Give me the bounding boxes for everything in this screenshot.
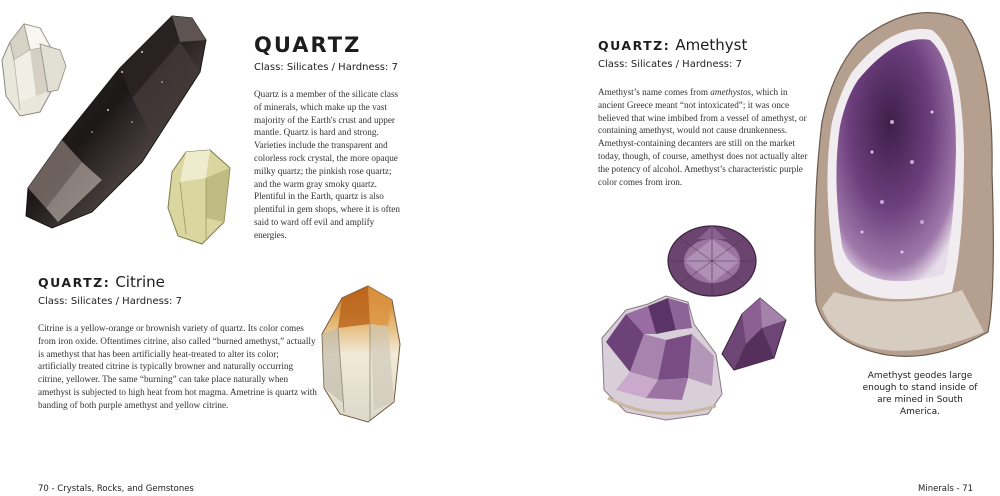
quartz-class-line: Class: Silicates / Hardness: 7 xyxy=(254,62,398,73)
left-page-footer: 70 - Crystals, Rocks, and Gemstones xyxy=(38,484,194,494)
citrine-title-name: Citrine xyxy=(115,273,165,291)
citrine-body: Citrine is a yellow-orange or brownish variety of quartz. Its color comes from iron oxide. Oftentimes citrine, also called “burned amethyst,” actually is amethyst that has been artificially heat-treated to alter its color; artificially treated citrine is typically browner and naturally occurring citrine, yellower. The same “burning” can take place naturally when amethyst is subjected to high heat from hot magma. Ametrine is quartz with banding of both purple amethyst and yellow citrine. xyxy=(38,323,317,410)
geode-caption: Amethyst geodes large enough to stand inside of are mined in South America. xyxy=(862,371,978,417)
amethyst-body: Amethyst’s name comes from amethystos, which in ancient Greece meant “not intoxicated”; it was once believed that wine imbibed from a vessel of amethyst, or containing amethyst, would not cause drunkenness. Amethyst-containing decanters are still on the market today, though, of course, amethyst does not actually alter the potency of alcohol. Amethyst’s characteristic purple color comes from iron. xyxy=(598,87,808,187)
quartz-body: Quartz is a member of the silicate class of minerals, which make up the vast majority of the Earth's crust and upper mantle. Quartz is hard and strong. Varieties include the transparent and colorless rock crystal, the more opaque milky quartz; the pinkish rose quartz; and the warm gray smoky quartz. Plentiful in the Earth, quartz is also plentiful in gem shops, where it is often said to ward off evil and amplify energies. xyxy=(254,89,400,240)
amethyst-class-line: Class: Silicates / Hardness: 7 xyxy=(598,59,742,70)
amethyst-title-name: Amethyst xyxy=(675,36,748,54)
amethyst-title-prefix: QUARTZ: xyxy=(598,38,671,53)
quartz-title: QUARTZ xyxy=(254,33,362,57)
faceted-amethyst-gem xyxy=(666,224,758,298)
citrine-crystal xyxy=(318,284,408,424)
amethyst-geode xyxy=(812,2,1000,364)
citrine-title xyxy=(38,272,165,291)
amethyst-title xyxy=(598,35,747,54)
right-page-footer: Minerals - 71 xyxy=(918,484,974,494)
amethyst-point xyxy=(720,296,790,372)
citrine-class-line: Class: Silicates / Hardness: 7 xyxy=(38,296,182,307)
yellow-quartz-crystal xyxy=(166,148,236,248)
amethyst-cluster xyxy=(596,294,728,422)
citrine-title-prefix: QUARTZ: xyxy=(38,275,111,290)
